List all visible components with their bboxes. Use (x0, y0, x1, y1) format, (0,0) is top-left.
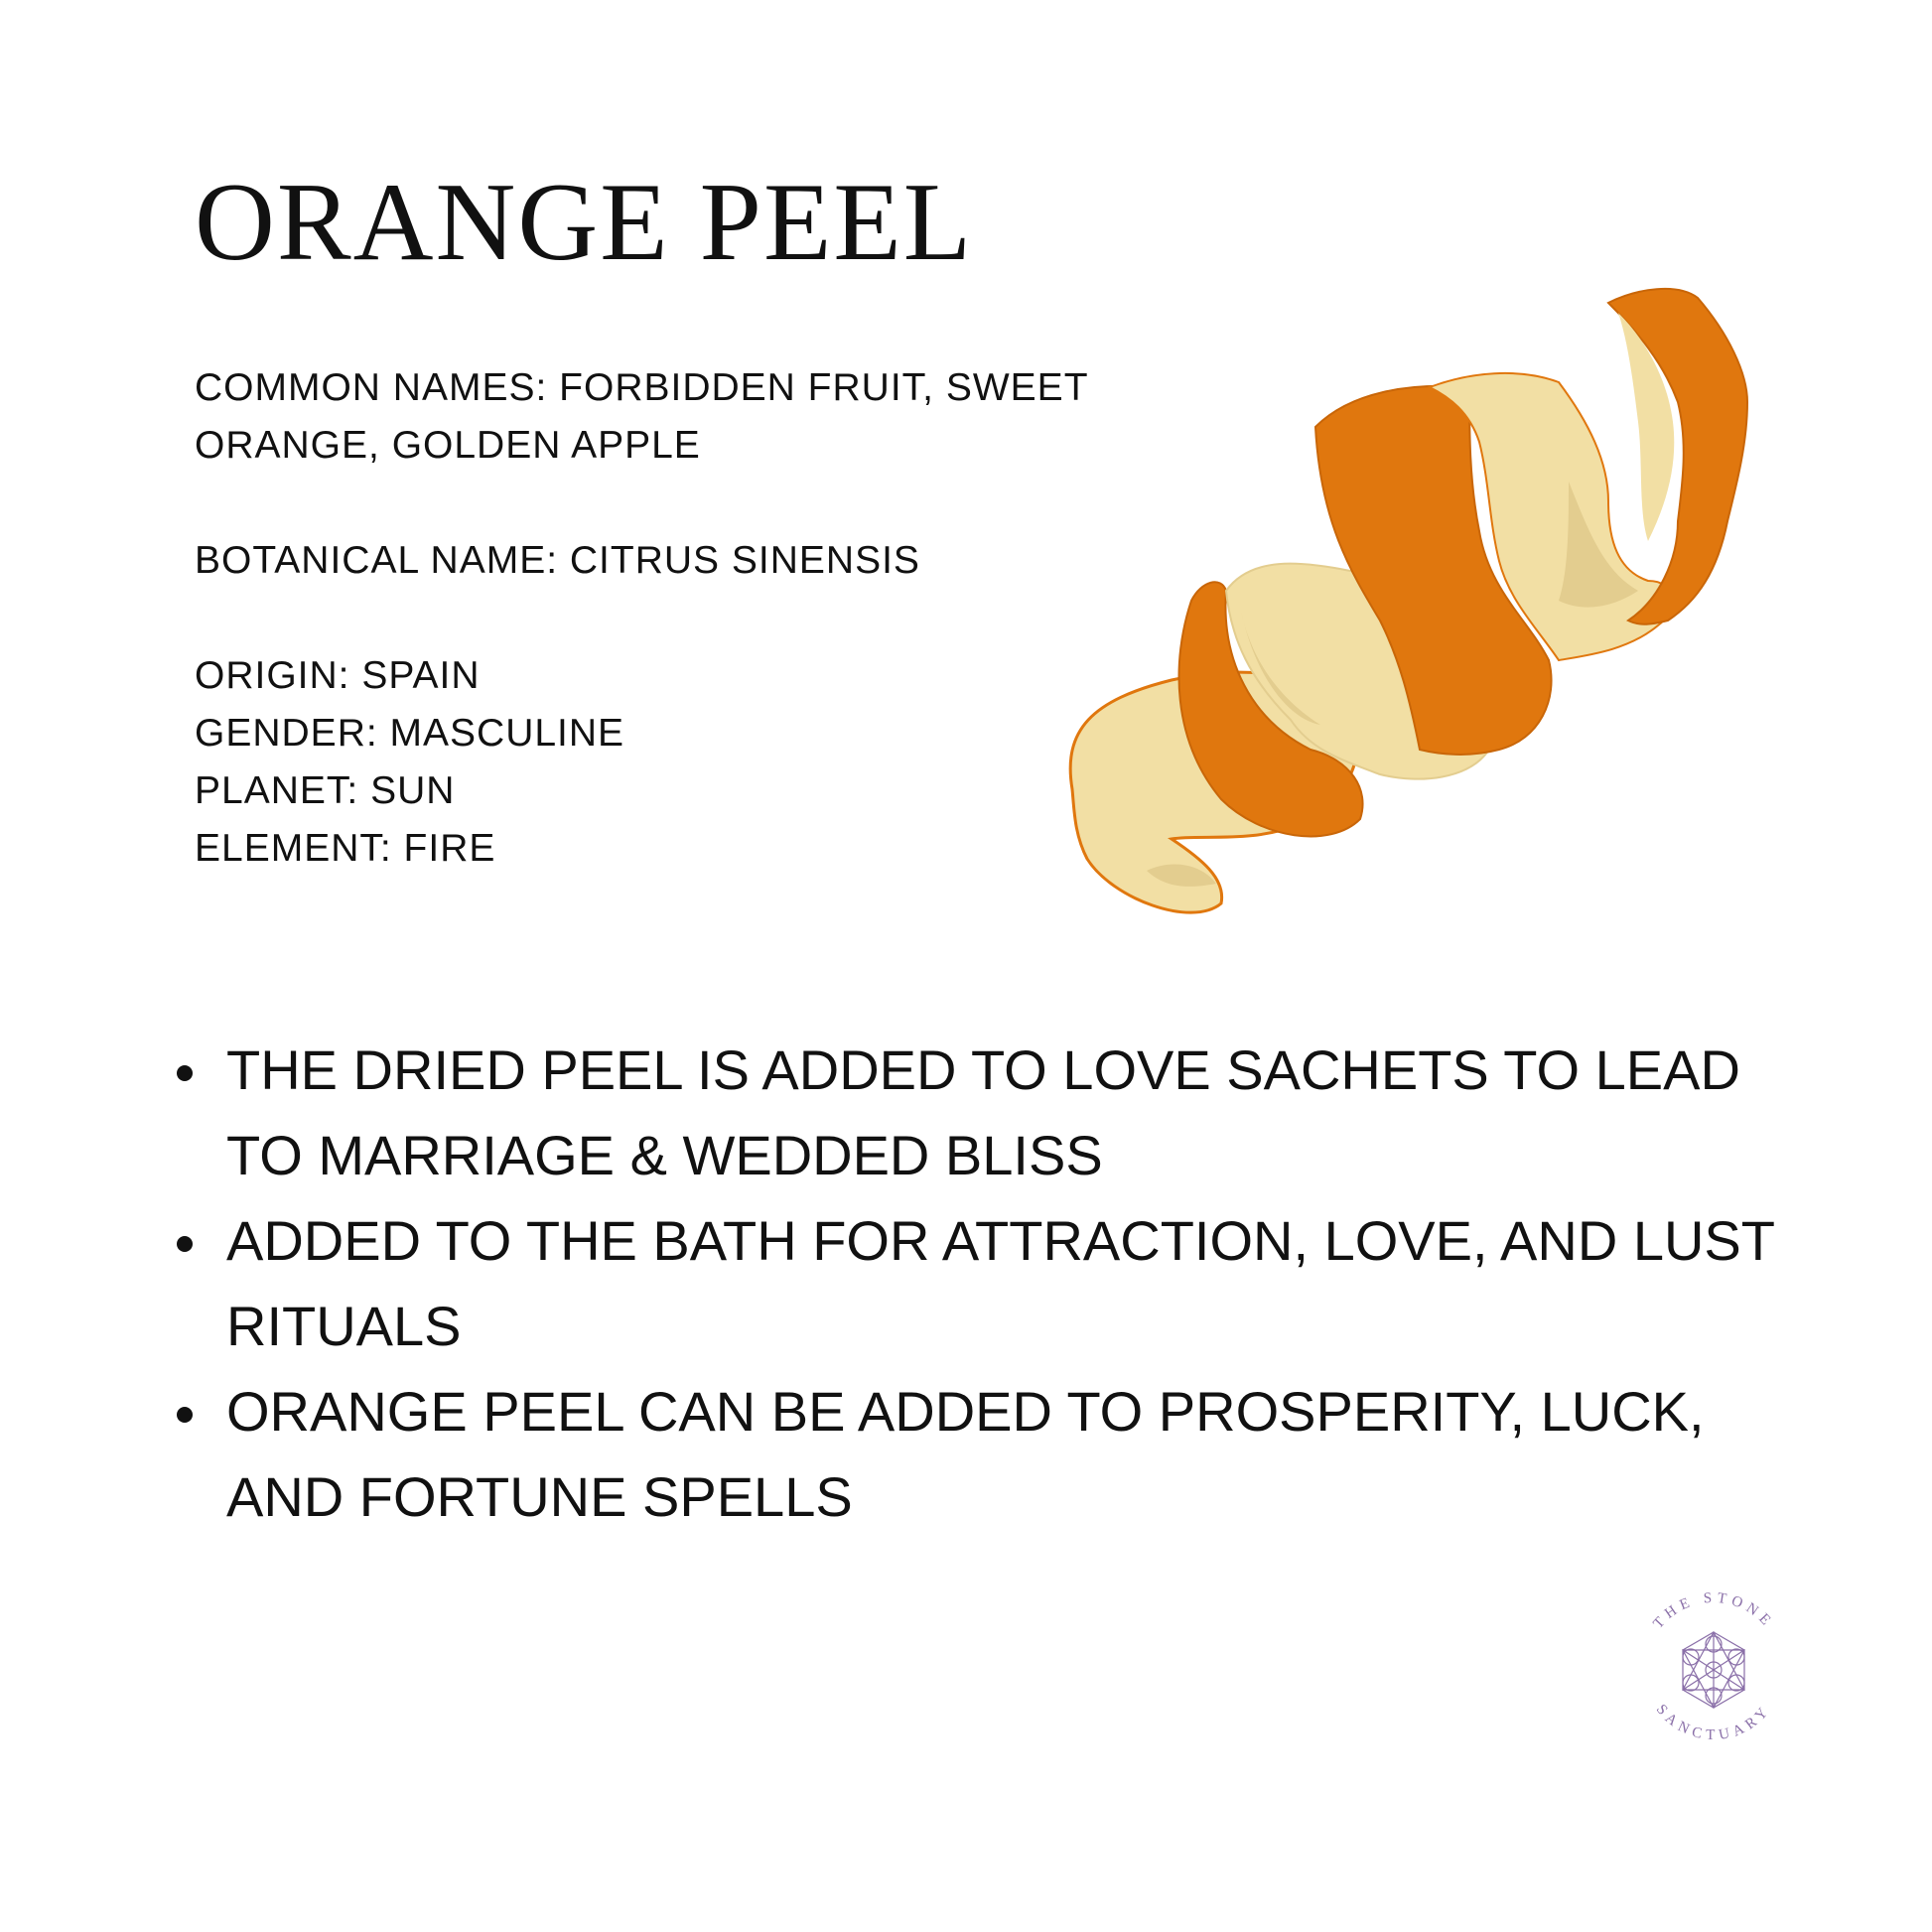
list-item: ADDED TO THE BATH FOR ATTRACTION, LOVE, AND LUST RITUALS (177, 1198, 1815, 1369)
element: ELEMENT: FIRE (195, 827, 496, 870)
planet: PLANET: SUN (195, 769, 456, 812)
logo-text-bottom: SANCTUARY (1652, 1701, 1775, 1744)
list-item: ORANGE PEEL CAN BE ADDED TO PROSPERITY, LUCK, AND FORTUNE SPELLS (177, 1369, 1815, 1540)
common-names-line-2: ORANGE, GOLDEN APPLE (195, 424, 701, 467)
metatrons-cube-icon (1683, 1632, 1744, 1708)
logo-text-top: THE STONE (1650, 1589, 1777, 1632)
orange-peel-illustration (1052, 283, 1767, 948)
gender: GENDER: MASCULINE (195, 712, 625, 755)
page-title: ORANGE PEEL (195, 161, 974, 284)
botanical-name: BOTANICAL NAME: CITRUS SINENSIS (195, 539, 920, 582)
uses-list (177, 1028, 1815, 1540)
list-item: THE DRIED PEEL IS ADDED TO LOVE SACHETS TO LEAD TO MARRIAGE & WEDDED BLISS (177, 1028, 1815, 1198)
origin: ORIGIN: SPAIN (195, 654, 481, 697)
brand-logo (1624, 1581, 1803, 1759)
common-names-line-1: COMMON NAMES: FORBIDDEN FRUIT, SWEET (195, 366, 1089, 409)
